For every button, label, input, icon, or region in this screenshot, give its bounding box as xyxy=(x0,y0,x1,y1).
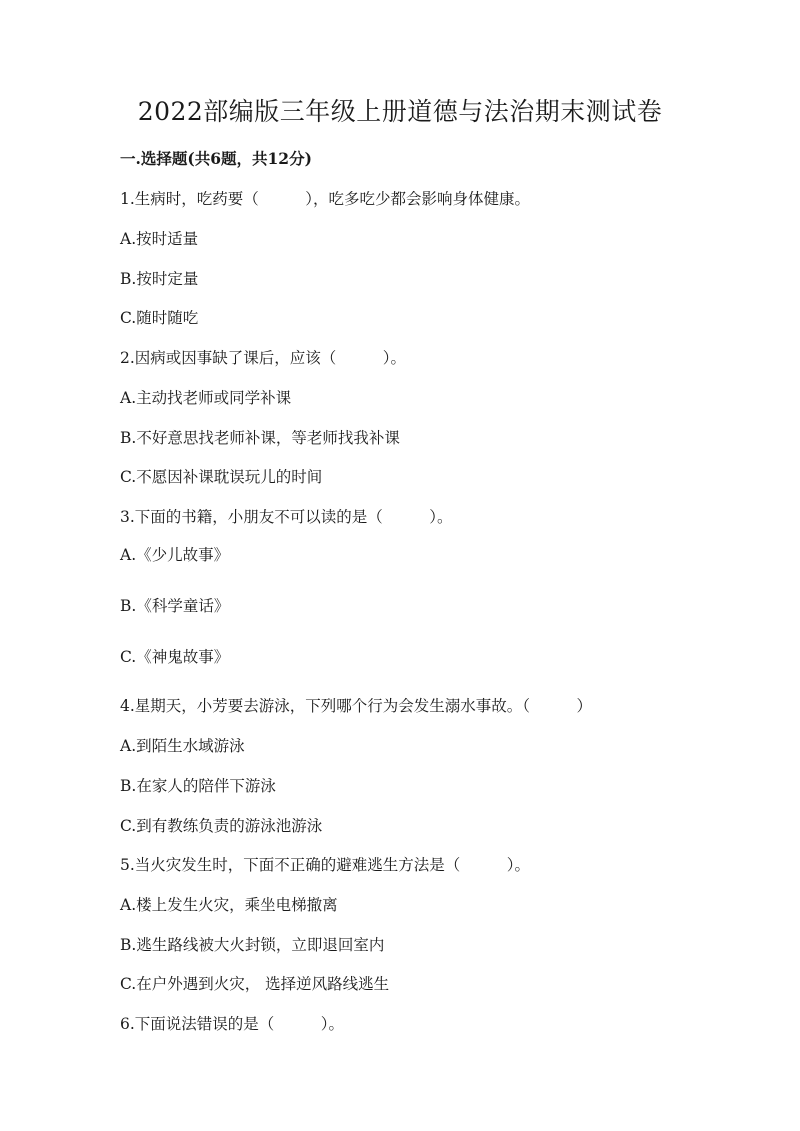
question-2-option-a: A.主动找老师或同学补课 xyxy=(120,389,292,407)
question-4-stem: 4.星期天，小芳要去游泳，下列哪个行为会发生溺水事故。（ ） xyxy=(120,697,593,715)
question-6-stem: 6.下面说法错误的是（ ）。 xyxy=(120,1015,345,1033)
question-4-option-a: A.到陌生水域游泳 xyxy=(120,737,245,755)
question-3-option-b: B.《科学童话》 xyxy=(120,597,230,615)
question-3-option-c: C.《神鬼故事》 xyxy=(120,648,230,666)
question-5-option-b: B.逃生路线被大火封锁，立即退回室内 xyxy=(120,936,385,954)
exam-title: 2022部编版三年级上册道德与法治期末测试卷 xyxy=(137,97,663,126)
question-3-stem: 3.下面的书籍，小朋友不可以读的是（ ）。 xyxy=(120,508,453,526)
question-1-option-b: B.按时定量 xyxy=(120,270,199,288)
question-1-option-a: A.按时适量 xyxy=(120,230,199,248)
question-2-option-b: B.不好意思找老师补课，等老师找我补课 xyxy=(120,429,400,447)
question-5-option-a: A.楼上发生火灾，乘坐电梯撤离 xyxy=(120,896,338,914)
question-3-option-a: A.《少儿故事》 xyxy=(120,546,230,564)
question-1-option-c: C.随时随吃 xyxy=(120,309,199,327)
section-heading: 一.选择题(共6题，共12分) xyxy=(120,149,312,168)
question-5-stem: 5.当火灾发生时，下面不正确的避难逃生方法是（ ）。 xyxy=(120,856,531,874)
question-5-option-c: C.在户外遇到火灾， 选择逆风路线逃生 xyxy=(120,975,390,993)
question-1-stem: 1.生病时，吃药要（ ），吃多吃少都会影响身体健康。 xyxy=(120,190,531,208)
question-2-option-c: C.不愿因补课耽误玩儿的时间 xyxy=(120,468,323,486)
question-4-option-b: B.在家人的陪伴下游泳 xyxy=(120,777,276,795)
question-4-option-c: C.到有教练负责的游泳池游泳 xyxy=(120,817,323,835)
question-2-stem: 2.因病或因事缺了课后，应该（ ）。 xyxy=(120,349,407,367)
